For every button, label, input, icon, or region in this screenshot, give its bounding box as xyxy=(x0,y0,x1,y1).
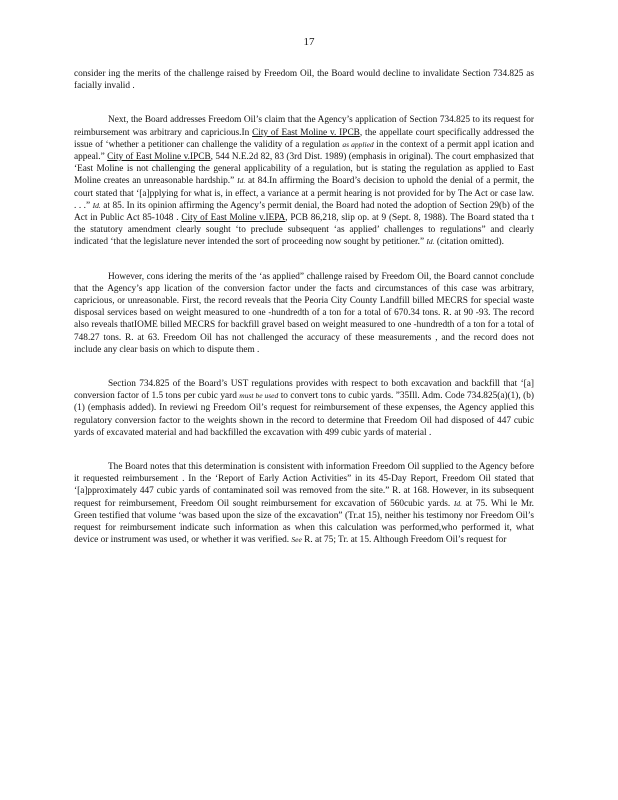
text-run: Next, the Board addresses Freedom Oil’s claim that the Agency’s application of Section 734.825 to its request for reimbursement was arbitrary and capricious.In xyxy=(74,115,534,138)
text-run: , PCB 86,218, slip op. at 9 (Sept. 8, 1988). The Board stated tha t the statutory amendment clearly sought ‘to preclude subsequent ‘as applied’ challenges to regulations” and clearly indicated ‘that the legislature never intended the sort of proceeding now sought by petitioner.” xyxy=(74,213,535,248)
italic-text: as applied xyxy=(342,139,374,149)
text-run: to convert tons to cubic yards. ”35Ill. Adm. Code 734.825(a)(1), (b)(1) (emphasis added). In reviewi ng Freedom Oil’s request for reimbursement of these expenses, the Agency applied this regulatory conversion factor to the weights shown in the record to determine that Freedom Oil had disposed of 447 cubic yards of excavated material and had backfilled the excavation with 499 cubic yards of material . xyxy=(74,391,535,438)
italic-text: Id. xyxy=(453,498,462,508)
case-citation: City of East Moline v.IEPA xyxy=(181,213,286,224)
text-run: at 85. In its opinion affirming the Agency’s permit denial, the Board had noted the adoption of Section 29(b) of the Act in Public Act 85-1048 . xyxy=(74,200,535,224)
paragraph-1 xyxy=(74,68,534,92)
paragraph-5 xyxy=(74,461,534,546)
text-run: , the appellate court specifically addressed the issue of ‘whether a petitioner can challenge the validity of a regulation xyxy=(74,127,535,150)
case-citation: City of East Moline v. IPCB xyxy=(252,127,360,138)
text-run: in the context of a permit appl ication and appeal.” xyxy=(74,139,534,163)
document-body xyxy=(74,68,534,547)
paragraph-2 xyxy=(74,114,534,248)
text-run: , 544 N.E.2d 82, 83 (3rd Dist. 1989) (emphasis in original). The court emphasized that ‘East Moline is not challenging the general applicability of a regulation, but is stating the regulation as applied to East Moline creates an unreasonable hardship.” xyxy=(74,152,534,187)
text-run: at 84.In affirming the Board’s decision to uphold the denial of a permit, the court stated that ‘[a]pplying for what is, in effect, a variance at a permit hearing is not provided for by The Act or case law. . . .” xyxy=(74,176,534,211)
paragraph-3 xyxy=(74,271,534,356)
italic-text: Id. xyxy=(426,237,435,247)
italic-text: Id. xyxy=(237,176,246,186)
paragraph-4 xyxy=(74,378,534,439)
text-run: consider ing the merits of the challenge raised by Freedom Oil, the Board would decline to invalidate Section 734.825 as facially invalid . xyxy=(74,69,534,92)
italic-text: Id. xyxy=(92,200,101,210)
italic-text: See xyxy=(291,535,302,545)
text-run: at 75. Whi le Mr. Green testified that volume ‘was based upon the size of the excavation” (Tr.at 15), neither his testimony nor Freedom Oil’s request for reimbursement indicate such information as when this calculation was performed,who performed it, what device or instrument was used, or whether it was verified. xyxy=(74,498,534,546)
text-run: Section 734.825 of the Board’s UST regulations provides with respect to both excavation and backfill that ‘[a] conversion factor of 1.5 tons per cubic yard xyxy=(74,379,534,402)
text-run: However, cons idering the merits of the ‘as applied” challenge raised by Freedom Oil, the Board cannot conclude that the Agency’s app lication of the conversion factor under the facts and circumstances of this case was arbitrary, capricious, or unreasonable. First, the record reveals that the Peoria City County Landfill billed MECRS for special waste disposal services based on weight measured to one -hundredth of a ton for a total of 670.34 tons. R. at 90 -93. The record also reveals thatIOME billed MECRS for backfill gravel based on weight measured to one -hundredth of a ton for a total of 748.27 tons. R. at 63. Freedom Oil has not challenged the accuracy of these measurements , and the record does not include any clear basis on which to dispute them . xyxy=(74,271,534,355)
italic-text: must be used xyxy=(239,391,279,401)
text-run: R. at 75; Tr. at 15. Although Freedom Oil’s request for xyxy=(301,535,507,546)
text-run: The Board notes that this determination is consistent with information Freedom Oil supplied to the Agency before it requested reimbursement . In the ‘Report of Early Action Activities” in its 45-Day Report, Freedom Oil stated that ‘[a]pproximately 447 cubic yards of contaminated soil was removed from the site.” R. at 168. However, in its subsequent request for reimbursement, Freedom Oil sought reimbursement for excavation of 560cubic yards. xyxy=(74,462,534,509)
case-citation: City of East Moline v.IPCB xyxy=(107,152,211,163)
text-run: (citation omitted). xyxy=(434,237,504,248)
page-number: 17 xyxy=(303,36,315,48)
